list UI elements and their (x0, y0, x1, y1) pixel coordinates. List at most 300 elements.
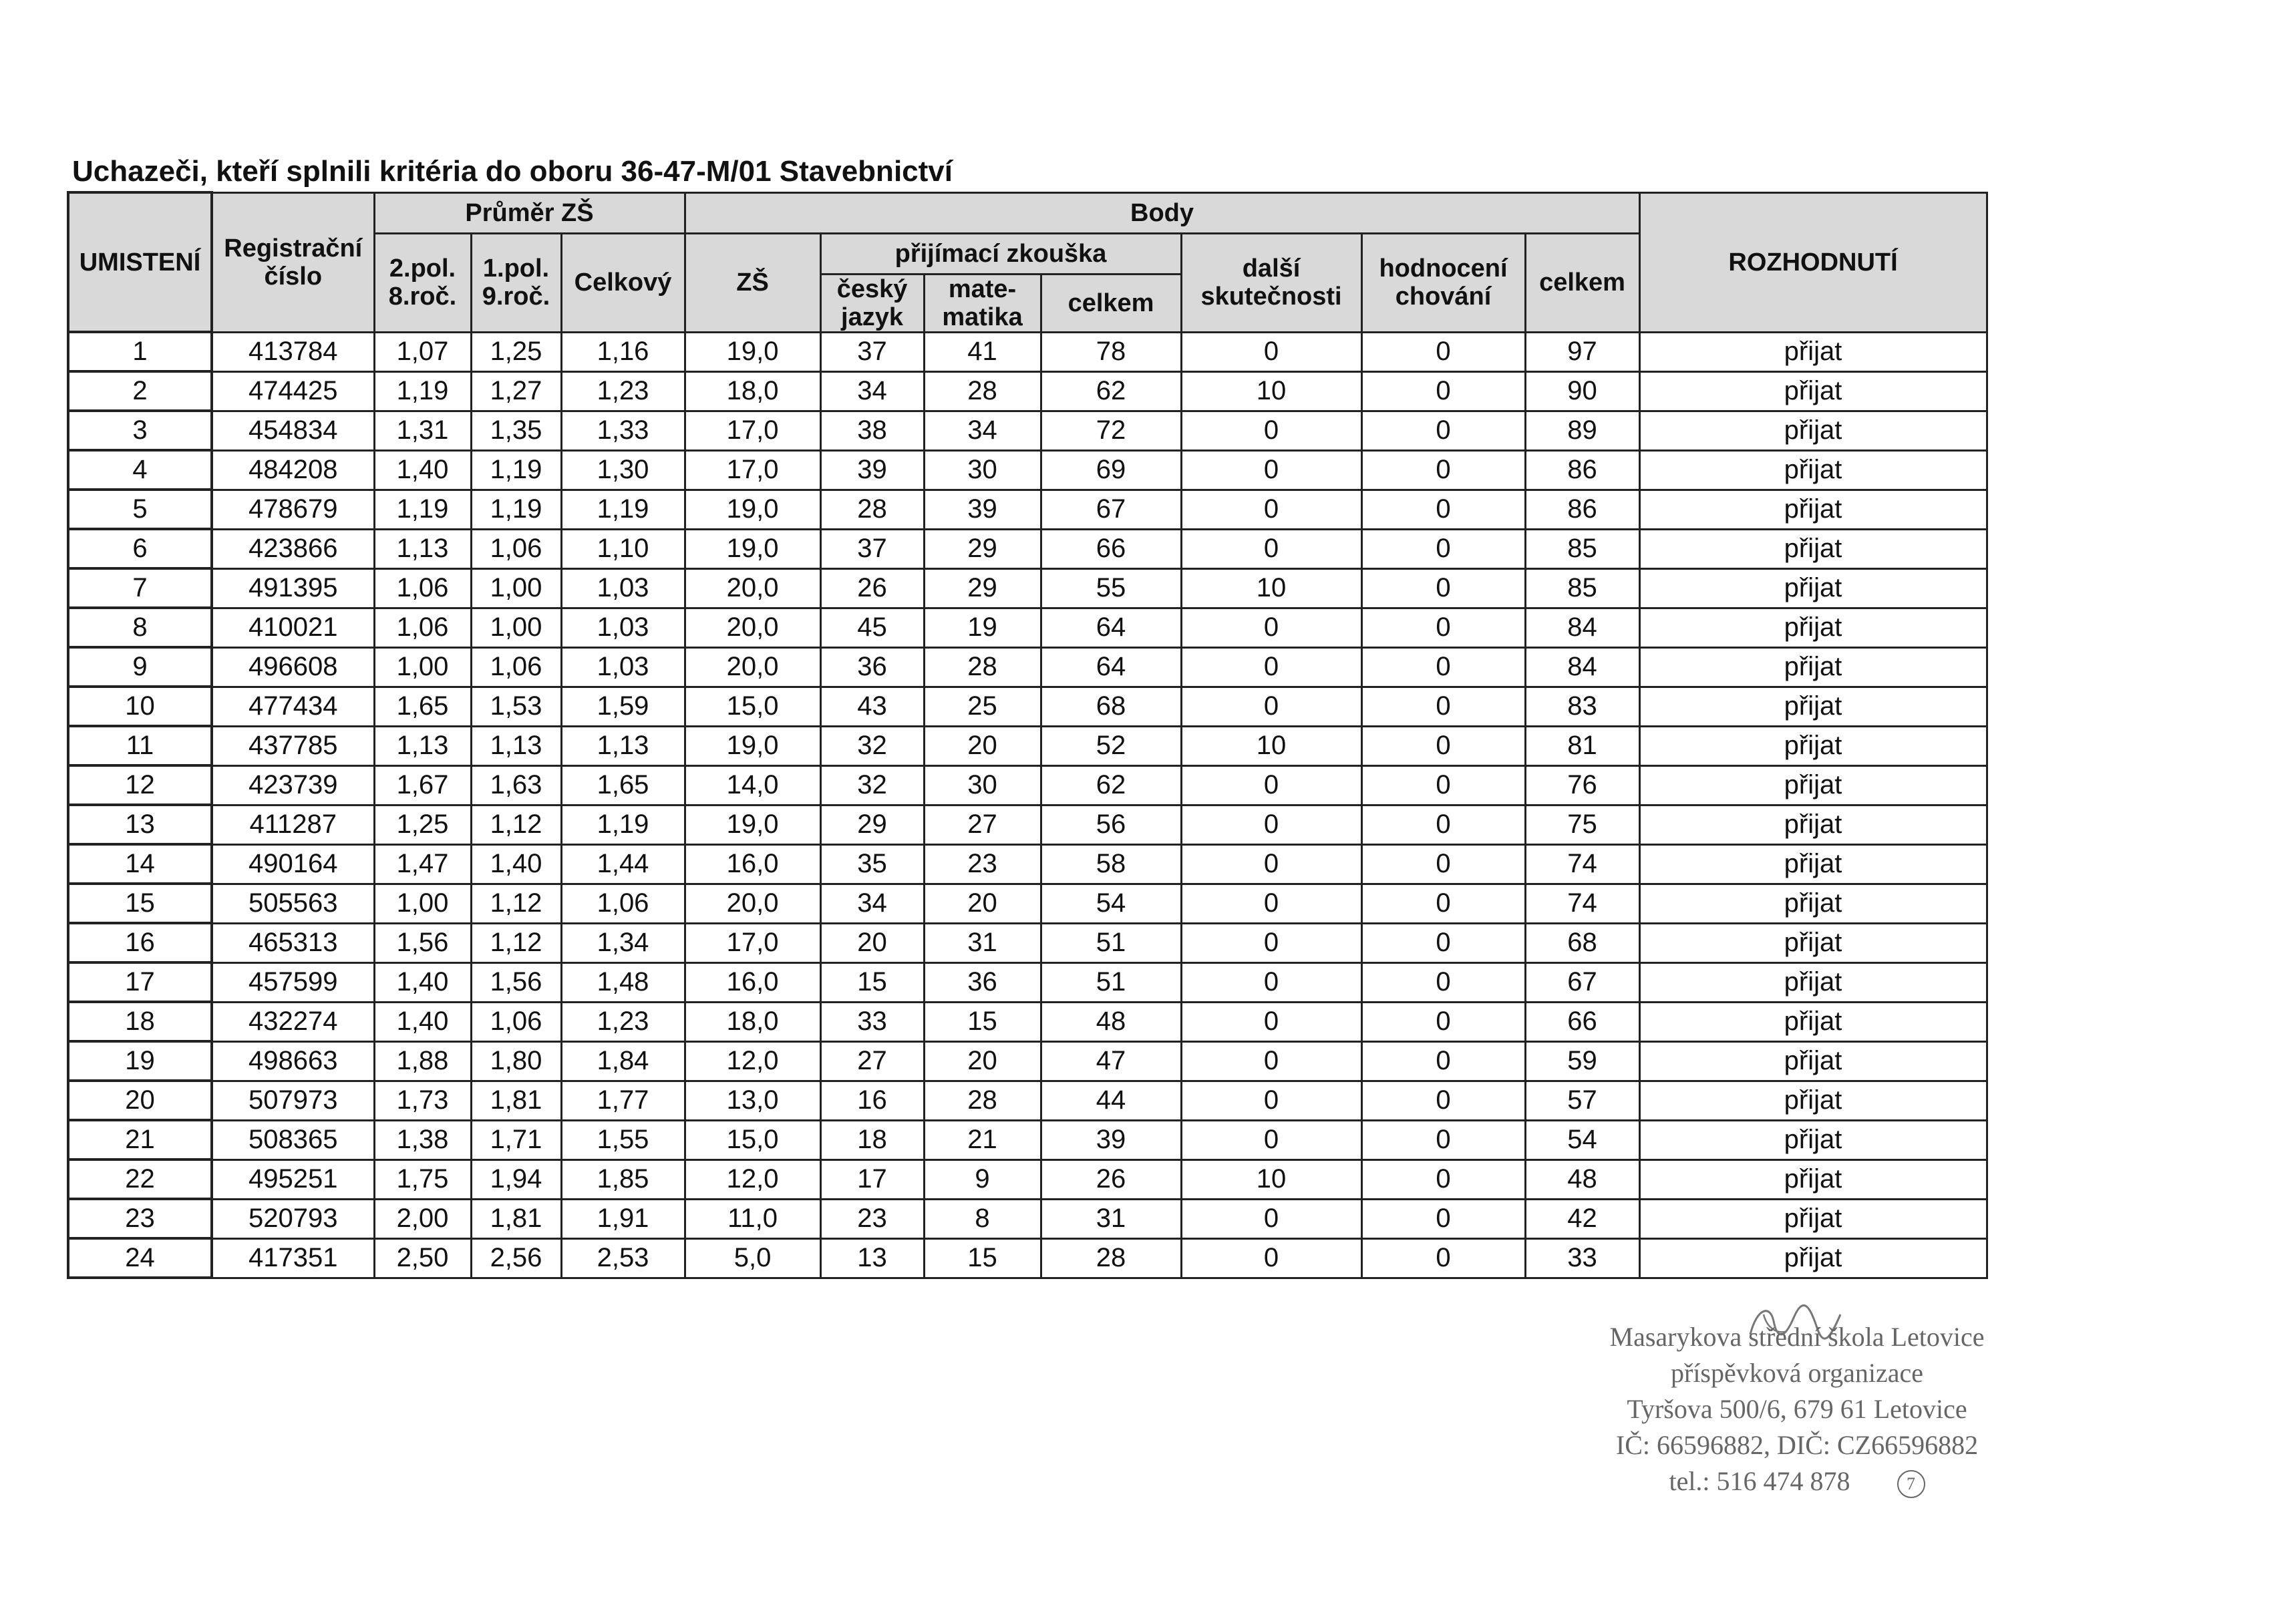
cell-zs: 20,0 (685, 568, 820, 608)
header-prijimaci-zkouska: přijímací zkouška (820, 233, 1181, 274)
cell-hodnoceni-chovani: 0 (1361, 1199, 1525, 1238)
cell-zs: 16,0 (685, 844, 820, 884)
cell-celkem: 74 (1525, 884, 1639, 923)
cell-zkouska-celkem: 69 (1041, 450, 1181, 490)
cell-pol2-8roc: 1,00 (374, 884, 471, 923)
cell-matematika: 20 (924, 884, 1041, 923)
cell-matematika: 31 (924, 923, 1041, 962)
cell-dalsi-skutecnosti: 10 (1181, 371, 1361, 411)
cell-celkovy: 1,59 (561, 687, 685, 726)
cell-pol1-9roc: 1,06 (471, 1002, 561, 1041)
cell-registracni-cislo: 491395 (212, 568, 374, 608)
cell-pol2-8roc: 2,50 (374, 1238, 471, 1278)
cell-celkovy: 1,23 (561, 1002, 685, 1041)
cell-hodnoceni-chovani: 0 (1361, 726, 1525, 765)
cell-registracni-cislo: 432274 (212, 1002, 374, 1041)
table-row (68, 884, 1987, 923)
cell-pol1-9roc: 1,06 (471, 529, 561, 568)
cell-matematika: 30 (924, 450, 1041, 490)
cell-registracni-cislo: 507973 (212, 1081, 374, 1120)
cell-celkem: 57 (1525, 1081, 1639, 1120)
cell-registracni-cislo: 423739 (212, 765, 374, 805)
cell-dalsi-skutecnosti: 0 (1181, 608, 1361, 647)
cell-rozhodnuti: přijat (1639, 1159, 1987, 1199)
cell-umisteni: 12 (68, 765, 212, 805)
cell-cesky-jazyk: 32 (820, 726, 924, 765)
cell-rozhodnuti: přijat (1639, 568, 1987, 608)
cell-celkovy: 1,84 (561, 1041, 685, 1081)
cell-zkouska-celkem: 62 (1041, 765, 1181, 805)
cell-zkouska-celkem: 67 (1041, 490, 1181, 529)
cell-hodnoceni-chovani: 0 (1361, 1002, 1525, 1041)
cell-rozhodnuti: přijat (1639, 765, 1987, 805)
cell-pol1-9roc: 1,71 (471, 1120, 561, 1159)
cell-zs: 19,0 (685, 529, 820, 568)
cell-pol1-9roc: 1,19 (471, 450, 561, 490)
cell-pol2-8roc: 1,67 (374, 765, 471, 805)
cell-registracni-cislo: 410021 (212, 608, 374, 647)
cell-pol1-9roc: 1,63 (471, 765, 561, 805)
cell-dalsi-skutecnosti: 0 (1181, 687, 1361, 726)
cell-dalsi-skutecnosti: 0 (1181, 923, 1361, 962)
cell-dalsi-skutecnosti: 0 (1181, 1041, 1361, 1081)
cell-pol1-9roc: 1,00 (471, 608, 561, 647)
cell-celkem: 83 (1525, 687, 1639, 726)
cell-registracni-cislo: 520793 (212, 1199, 374, 1238)
table-row (68, 805, 1987, 844)
table-row (68, 1002, 1987, 1041)
cell-celkovy: 1,03 (561, 647, 685, 687)
cell-pol1-9roc: 1,12 (471, 805, 561, 844)
cell-celkem: 75 (1525, 805, 1639, 844)
cell-zkouska-celkem: 58 (1041, 844, 1181, 884)
cell-dalsi-skutecnosti: 0 (1181, 647, 1361, 687)
cell-umisteni: 20 (68, 1081, 212, 1120)
cell-celkem: 97 (1525, 332, 1639, 371)
cell-zs: 11,0 (685, 1199, 820, 1238)
cell-matematika: 30 (924, 765, 1041, 805)
cell-pol2-8roc: 1,19 (374, 371, 471, 411)
table-row (68, 1159, 1987, 1199)
cell-cesky-jazyk: 33 (820, 1002, 924, 1041)
cell-celkovy: 1,91 (561, 1199, 685, 1238)
cell-celkem: 48 (1525, 1159, 1639, 1199)
cell-hodnoceni-chovani: 0 (1361, 529, 1525, 568)
cell-pol1-9roc: 1,40 (471, 844, 561, 884)
cell-dalsi-skutecnosti: 0 (1181, 332, 1361, 371)
cell-celkovy: 1,19 (561, 490, 685, 529)
cell-hodnoceni-chovani: 0 (1361, 805, 1525, 844)
cell-celkovy: 1,85 (561, 1159, 685, 1199)
cell-pol2-8roc: 1,47 (374, 844, 471, 884)
cell-hodnoceni-chovani: 0 (1361, 608, 1525, 647)
cell-pol2-8roc: 1,07 (374, 332, 471, 371)
cell-cesky-jazyk: 18 (820, 1120, 924, 1159)
stamp-line-ids: IČ: 66596882, DIČ: CZ66596882 (1615, 1430, 1979, 1460)
cell-zs: 17,0 (685, 450, 820, 490)
cell-zkouska-celkem: 52 (1041, 726, 1181, 765)
cell-registracni-cislo: 498663 (212, 1041, 374, 1081)
cell-zkouska-celkem: 78 (1041, 332, 1181, 371)
cell-registracni-cislo: 496608 (212, 647, 374, 687)
cell-rozhodnuti: přijat (1639, 726, 1987, 765)
cell-celkem: 85 (1525, 568, 1639, 608)
cell-celkovy: 1,06 (561, 884, 685, 923)
admissions-table (67, 191, 1988, 1279)
cell-pol2-8roc: 1,00 (374, 647, 471, 687)
cell-registracni-cislo: 490164 (212, 844, 374, 884)
cell-matematika: 9 (924, 1159, 1041, 1199)
cell-matematika: 8 (924, 1199, 1041, 1238)
table-row (68, 1199, 1987, 1238)
header-zkouska-celkem: celkem (1041, 274, 1181, 332)
cell-zkouska-celkem: 66 (1041, 529, 1181, 568)
cell-cesky-jazyk: 45 (820, 608, 924, 647)
cell-matematika: 28 (924, 647, 1041, 687)
cell-celkovy: 1,10 (561, 529, 685, 568)
cell-dalsi-skutecnosti: 10 (1181, 726, 1361, 765)
cell-rozhodnuti: přijat (1639, 332, 1987, 371)
cell-celkem: 59 (1525, 1041, 1639, 1081)
cell-registracni-cislo: 465313 (212, 923, 374, 962)
cell-rozhodnuti: přijat (1639, 923, 1987, 962)
cell-hodnoceni-chovani: 0 (1361, 687, 1525, 726)
cell-dalsi-skutecnosti: 0 (1181, 1199, 1361, 1238)
cell-matematika: 25 (924, 687, 1041, 726)
cell-celkem: 84 (1525, 647, 1639, 687)
cell-pol1-9roc: 2,56 (471, 1238, 561, 1278)
cell-umisteni: 16 (68, 923, 212, 962)
cell-pol2-8roc: 1,25 (374, 805, 471, 844)
cell-cesky-jazyk: 36 (820, 647, 924, 687)
cell-rozhodnuti: přijat (1639, 884, 1987, 923)
cell-celkem: 66 (1525, 1002, 1639, 1041)
cell-hodnoceni-chovani: 0 (1361, 1159, 1525, 1199)
cell-hodnoceni-chovani: 0 (1361, 371, 1525, 411)
cell-zkouska-celkem: 48 (1041, 1002, 1181, 1041)
cell-pol2-8roc: 1,40 (374, 450, 471, 490)
cell-cesky-jazyk: 23 (820, 1199, 924, 1238)
table-row (68, 726, 1987, 765)
cell-hodnoceni-chovani: 0 (1361, 923, 1525, 962)
cell-hodnoceni-chovani: 0 (1361, 490, 1525, 529)
table-row (68, 844, 1987, 884)
cell-celkem: 90 (1525, 371, 1639, 411)
cell-umisteni: 6 (68, 529, 212, 568)
cell-pol1-9roc: 1,56 (471, 962, 561, 1002)
cell-hodnoceni-chovani: 0 (1361, 1238, 1525, 1278)
cell-hodnoceni-chovani: 0 (1361, 411, 1525, 450)
cell-zkouska-celkem: 44 (1041, 1081, 1181, 1120)
cell-celkovy: 1,33 (561, 411, 685, 450)
cell-zs: 19,0 (685, 490, 820, 529)
cell-matematika: 28 (924, 371, 1041, 411)
cell-pol1-9roc: 1,80 (471, 1041, 561, 1081)
cell-umisteni: 7 (68, 568, 212, 608)
cell-cesky-jazyk: 39 (820, 450, 924, 490)
cell-cesky-jazyk: 35 (820, 844, 924, 884)
cell-celkem: 76 (1525, 765, 1639, 805)
cell-pol2-8roc: 1,31 (374, 411, 471, 450)
cell-pol1-9roc: 1,12 (471, 923, 561, 962)
cell-pol1-9roc: 1,94 (471, 1159, 561, 1199)
table-row (68, 608, 1987, 647)
cell-rozhodnuti: přijat (1639, 1199, 1987, 1238)
cell-umisteni: 23 (68, 1199, 212, 1238)
cell-zs: 17,0 (685, 923, 820, 962)
cell-umisteni: 13 (68, 805, 212, 844)
cell-zs: 19,0 (685, 805, 820, 844)
cell-dalsi-skutecnosti: 0 (1181, 1238, 1361, 1278)
cell-matematika: 15 (924, 1238, 1041, 1278)
cell-rozhodnuti: přijat (1639, 805, 1987, 844)
cell-cesky-jazyk: 38 (820, 411, 924, 450)
cell-matematika: 36 (924, 962, 1041, 1002)
cell-matematika: 29 (924, 529, 1041, 568)
cell-zs: 14,0 (685, 765, 820, 805)
cell-matematika: 23 (924, 844, 1041, 884)
cell-umisteni: 10 (68, 687, 212, 726)
cell-pol2-8roc: 1,06 (374, 608, 471, 647)
cell-rozhodnuti: přijat (1639, 1238, 1987, 1278)
cell-registracni-cislo: 457599 (212, 962, 374, 1002)
cell-dalsi-skutecnosti: 0 (1181, 411, 1361, 450)
stamp-line-school: Masarykova střední škola Letovice (1609, 1322, 1985, 1352)
table-row (68, 1081, 1987, 1120)
school-stamp (1550, 1319, 2044, 1499)
cell-hodnoceni-chovani: 0 (1361, 962, 1525, 1002)
cell-rozhodnuti: přijat (1639, 844, 1987, 884)
cell-rozhodnuti: přijat (1639, 647, 1987, 687)
cell-cesky-jazyk: 37 (820, 529, 924, 568)
header-dalsi-skutecnosti: další skutečnosti (1181, 233, 1361, 332)
cell-cesky-jazyk: 13 (820, 1238, 924, 1278)
cell-dalsi-skutecnosti: 0 (1181, 805, 1361, 844)
cell-celkovy: 1,23 (561, 371, 685, 411)
cell-matematika: 34 (924, 411, 1041, 450)
cell-dalsi-skutecnosti: 0 (1181, 529, 1361, 568)
stamp-line-phone: tel.: 516 474 878 (1669, 1466, 1850, 1496)
cell-matematika: 41 (924, 332, 1041, 371)
cell-matematika: 28 (924, 1081, 1041, 1120)
cell-celkem: 86 (1525, 490, 1639, 529)
cell-umisteni: 21 (68, 1120, 212, 1159)
cell-umisteni: 17 (68, 962, 212, 1002)
cell-zs: 19,0 (685, 726, 820, 765)
cell-celkovy: 1,65 (561, 765, 685, 805)
cell-dalsi-skutecnosti: 0 (1181, 490, 1361, 529)
cell-zkouska-celkem: 47 (1041, 1041, 1181, 1081)
cell-umisteni: 15 (68, 884, 212, 923)
cell-hodnoceni-chovani: 0 (1361, 647, 1525, 687)
cell-cesky-jazyk: 34 (820, 884, 924, 923)
cell-pol2-8roc: 1,13 (374, 529, 471, 568)
cell-zs: 20,0 (685, 647, 820, 687)
cell-pol2-8roc: 1,56 (374, 923, 471, 962)
cell-zkouska-celkem: 72 (1041, 411, 1181, 450)
cell-celkovy: 1,34 (561, 923, 685, 962)
cell-zs: 19,0 (685, 332, 820, 371)
cell-rozhodnuti: přijat (1639, 608, 1987, 647)
cell-rozhodnuti: přijat (1639, 450, 1987, 490)
cell-zkouska-celkem: 64 (1041, 647, 1181, 687)
cell-cesky-jazyk: 20 (820, 923, 924, 962)
cell-matematika: 20 (924, 726, 1041, 765)
cell-zkouska-celkem: 56 (1041, 805, 1181, 844)
table-row (68, 529, 1987, 568)
cell-umisteni: 11 (68, 726, 212, 765)
cell-hodnoceni-chovani: 0 (1361, 765, 1525, 805)
cell-registracni-cislo: 495251 (212, 1159, 374, 1199)
cell-zs: 18,0 (685, 371, 820, 411)
cell-pol1-9roc: 1,53 (471, 687, 561, 726)
cell-zkouska-celkem: 28 (1041, 1238, 1181, 1278)
stamp-line-address: Tyršova 500/6, 679 61 Letovice (1627, 1394, 1967, 1424)
cell-celkem: 86 (1525, 450, 1639, 490)
cell-rozhodnuti: přijat (1639, 411, 1987, 450)
cell-dalsi-skutecnosti: 0 (1181, 765, 1361, 805)
cell-pol2-8roc: 1,40 (374, 1002, 471, 1041)
cell-celkem: 67 (1525, 962, 1639, 1002)
cell-zkouska-celkem: 39 (1041, 1120, 1181, 1159)
header-cesky-jazyk: český jazyk (820, 274, 924, 332)
header-registracni-cislo: Registrační číslo (212, 192, 374, 332)
cell-dalsi-skutecnosti: 0 (1181, 450, 1361, 490)
cell-cesky-jazyk: 15 (820, 962, 924, 1002)
cell-zkouska-celkem: 55 (1041, 568, 1181, 608)
cell-registracni-cislo: 454834 (212, 411, 374, 450)
table-row (68, 332, 1987, 371)
cell-celkovy: 1,19 (561, 805, 685, 844)
header-celkem: celkem (1525, 233, 1639, 332)
cell-zs: 12,0 (685, 1159, 820, 1199)
cell-umisteni: 14 (68, 844, 212, 884)
cell-pol1-9roc: 1,27 (471, 371, 561, 411)
cell-zs: 15,0 (685, 687, 820, 726)
cell-hodnoceni-chovani: 0 (1361, 450, 1525, 490)
cell-celkovy: 1,03 (561, 608, 685, 647)
cell-zs: 20,0 (685, 884, 820, 923)
cell-celkem: 89 (1525, 411, 1639, 450)
cell-umisteni: 9 (68, 647, 212, 687)
header-rozhodnuti: ROZHODNUTÍ (1639, 192, 1987, 332)
cell-umisteni: 1 (68, 332, 212, 371)
cell-celkem: 85 (1525, 529, 1639, 568)
cell-registracni-cislo: 423866 (212, 529, 374, 568)
cell-registracni-cislo: 417351 (212, 1238, 374, 1278)
cell-zs: 17,0 (685, 411, 820, 450)
cell-hodnoceni-chovani: 0 (1361, 1041, 1525, 1081)
cell-zkouska-celkem: 26 (1041, 1159, 1181, 1199)
cell-pol2-8roc: 1,38 (374, 1120, 471, 1159)
cell-pol1-9roc: 1,25 (471, 332, 561, 371)
cell-cesky-jazyk: 43 (820, 687, 924, 726)
cell-celkem: 74 (1525, 844, 1639, 884)
cell-matematika: 27 (924, 805, 1041, 844)
cell-registracni-cislo: 477434 (212, 687, 374, 726)
table-row (68, 450, 1987, 490)
cell-rozhodnuti: přijat (1639, 1120, 1987, 1159)
cell-celkovy: 1,30 (561, 450, 685, 490)
cell-celkovy: 1,16 (561, 332, 685, 371)
table-row (68, 647, 1987, 687)
table-row (68, 1238, 1987, 1278)
cell-registracni-cislo: 437785 (212, 726, 374, 765)
cell-umisteni: 3 (68, 411, 212, 450)
stamp-number: 7 (1897, 1470, 1925, 1498)
cell-umisteni: 22 (68, 1159, 212, 1199)
cell-cesky-jazyk: 29 (820, 805, 924, 844)
cell-celkem: 42 (1525, 1199, 1639, 1238)
table-row (68, 1120, 1987, 1159)
table-row (68, 371, 1987, 411)
cell-matematika: 29 (924, 568, 1041, 608)
cell-celkem: 33 (1525, 1238, 1639, 1278)
cell-zkouska-celkem: 64 (1041, 608, 1181, 647)
cell-pol1-9roc: 1,35 (471, 411, 561, 450)
cell-matematika: 20 (924, 1041, 1041, 1081)
cell-zs: 12,0 (685, 1041, 820, 1081)
table-row (68, 490, 1987, 529)
cell-hodnoceni-chovani: 0 (1361, 1081, 1525, 1120)
cell-hodnoceni-chovani: 0 (1361, 844, 1525, 884)
cell-zkouska-celkem: 62 (1041, 371, 1181, 411)
cell-pol1-9roc: 1,00 (471, 568, 561, 608)
cell-cesky-jazyk: 27 (820, 1041, 924, 1081)
cell-dalsi-skutecnosti: 10 (1181, 568, 1361, 608)
cell-rozhodnuti: přijat (1639, 962, 1987, 1002)
cell-dalsi-skutecnosti: 0 (1181, 962, 1361, 1002)
cell-pol1-9roc: 1,19 (471, 490, 561, 529)
cell-dalsi-skutecnosti: 0 (1181, 884, 1361, 923)
cell-zs: 20,0 (685, 608, 820, 647)
cell-rozhodnuti: přijat (1639, 490, 1987, 529)
cell-hodnoceni-chovani: 0 (1361, 568, 1525, 608)
table-body (68, 332, 1987, 1278)
cell-zkouska-celkem: 51 (1041, 923, 1181, 962)
header-prumer-zs: Průměr ZŠ (374, 192, 685, 233)
cell-celkovy: 1,77 (561, 1081, 685, 1120)
header-celkovy: Celkový (561, 233, 685, 332)
cell-cesky-jazyk: 28 (820, 490, 924, 529)
cell-celkem: 81 (1525, 726, 1639, 765)
header-2pol-8roc: 2.pol. 8.roč. (374, 233, 471, 332)
cell-rozhodnuti: přijat (1639, 1081, 1987, 1120)
cell-zkouska-celkem: 51 (1041, 962, 1181, 1002)
cell-umisteni: 2 (68, 371, 212, 411)
cell-celkovy: 1,03 (561, 568, 685, 608)
cell-umisteni: 4 (68, 450, 212, 490)
cell-zkouska-celkem: 68 (1041, 687, 1181, 726)
cell-dalsi-skutecnosti: 10 (1181, 1159, 1361, 1199)
cell-rozhodnuti: přijat (1639, 1002, 1987, 1041)
cell-pol2-8roc: 1,75 (374, 1159, 471, 1199)
cell-umisteni: 24 (68, 1238, 212, 1278)
cell-umisteni: 19 (68, 1041, 212, 1081)
cell-dalsi-skutecnosti: 0 (1181, 1002, 1361, 1041)
cell-zs: 16,0 (685, 962, 820, 1002)
cell-pol2-8roc: 1,88 (374, 1041, 471, 1081)
cell-hodnoceni-chovani: 0 (1361, 1120, 1525, 1159)
cell-matematika: 15 (924, 1002, 1041, 1041)
header-matematika: mate- matika (924, 274, 1041, 332)
cell-dalsi-skutecnosti: 0 (1181, 1081, 1361, 1120)
table-row (68, 923, 1987, 962)
cell-pol1-9roc: 1,06 (471, 647, 561, 687)
header-1pol-9roc: 1.pol. 9.roč. (471, 233, 561, 332)
cell-pol2-8roc: 1,65 (374, 687, 471, 726)
cell-pol2-8roc: 1,06 (374, 568, 471, 608)
